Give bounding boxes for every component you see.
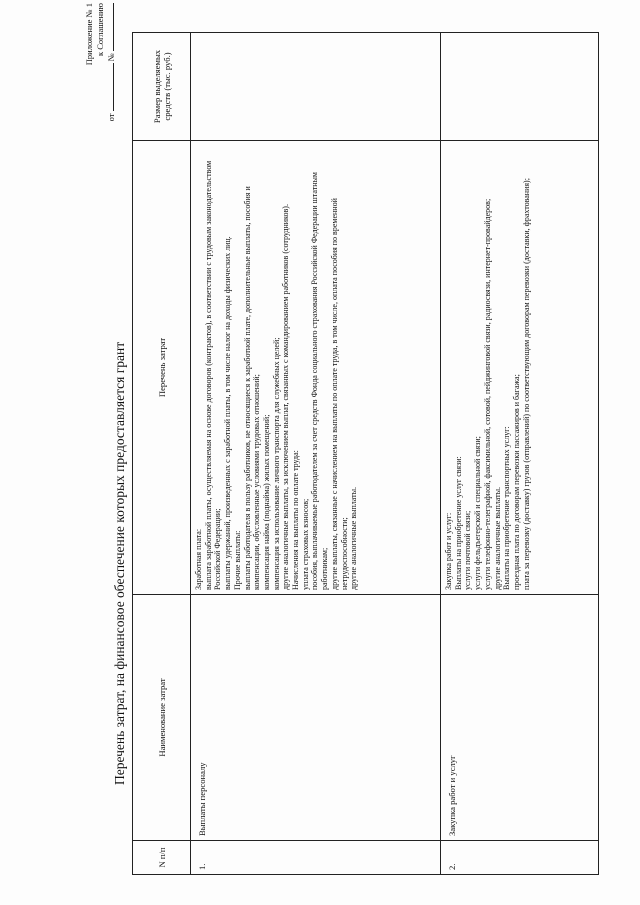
cost-line: услуги почтовой связи;: [463, 510, 473, 590]
cost-line: Прочие выплаты:: [232, 530, 242, 590]
header-name: Наименование затрат: [133, 595, 191, 841]
cost-line: Начисления на выплаты по оплате труда:: [291, 450, 301, 590]
row-cost-list: [191, 141, 441, 595]
appendix-number-sign: №: [106, 53, 116, 62]
date-blank-line: [105, 63, 114, 111]
appendix-date-prefix: от: [106, 113, 116, 122]
table-header-row: [133, 33, 191, 875]
cost-line: другие аналогичные выплаты, за исключением выплат, связанных с командированием работников (сотрудников).: [281, 204, 291, 590]
cost-line: другие аналогичные выплаты.: [349, 487, 359, 590]
row-cost-name: Выплаты персоналу: [191, 595, 441, 841]
cost-line: другие аналогичные выплаты.: [492, 487, 502, 590]
appendix-line-1: Приложение № 1: [84, 3, 94, 66]
cost-line: услуги фельдъегерской и специальной связи;: [473, 436, 483, 590]
table-row: [441, 33, 599, 875]
cost-line: плата за перевозку (доставку) грузов (отправлений) по соответствующим договорам перевозки (доставки, фрахтования);: [521, 178, 531, 590]
header-costs: Перечень затрат: [133, 141, 191, 595]
cost-line: другие выплаты, связанные с начислением на выплаты по оплате труда, в том числе, оплата пособия по временной нетрудоспособности;: [329, 198, 349, 590]
cost-line: пособия, выплачиваемые работодателем за счет средств Фонда социального страхования Российской Федерации штатным работникам;: [310, 172, 330, 590]
cost-line: услуги телефонно-телеграфной, факсимильной, сотовой, пейджинговой связи, радиосвязи, интернет-провайдеров;: [482, 198, 492, 590]
row-cost-list: [441, 141, 599, 595]
cost-line: Выплаты на приобретение услуг связи:: [453, 456, 463, 590]
cost-line: компенсация найма (поднайма) жилых помещений;: [261, 414, 271, 590]
cost-line: Заработная плата:: [194, 528, 203, 590]
header-amount: Размер выделяемых средств (тыс. руб.): [133, 33, 191, 141]
costs-table-container: [132, 33, 598, 875]
cost-line: выплаты удержаний, произведенных с заработной платы, в том числе налог на доходы физических лиц.: [223, 236, 233, 590]
appendix-line-2: к Соглашению: [94, 3, 105, 57]
appendix-line-3: [105, 3, 117, 133]
document-title: Перечень затрат, на финансовое обеспечение которых предоставляется грант: [112, 341, 127, 785]
cost-line: компенсация за использование личного транспорта для служебных целей;: [271, 337, 281, 590]
cost-line: выплата заработной платы, осуществляемая на основе договоров (контрактов), в соответствии с трудовым законодательством Российской Федерации;: [203, 160, 223, 590]
row-amount: [191, 33, 441, 141]
cost-line: выплаты работодателя в пользу работников, не относящиеся к заработной плате, дополнительные выплаты, пособия и компенсации, обусловленные условиями трудовых отношений;: [242, 186, 262, 590]
row-number: 2.: [441, 841, 599, 875]
number-blank-line: [105, 3, 114, 51]
row-cost-name: Закупка работ и услуг: [441, 595, 599, 841]
cost-line: Выплаты на приобретение транспортных услуг:: [502, 426, 512, 590]
table-row: [191, 33, 441, 875]
cost-line: Закупка работ и услуг:: [444, 512, 453, 590]
header-num: N п/п: [133, 841, 191, 875]
costs-table: [132, 32, 599, 875]
row-number: 1.: [191, 841, 441, 875]
cost-line: проездная плата по договорам перевозки пассажиров и багажа;: [511, 374, 521, 590]
appendix-header: [84, 3, 117, 133]
row-amount: [441, 33, 599, 141]
cost-line: уплата страховых взносов;: [300, 498, 310, 590]
